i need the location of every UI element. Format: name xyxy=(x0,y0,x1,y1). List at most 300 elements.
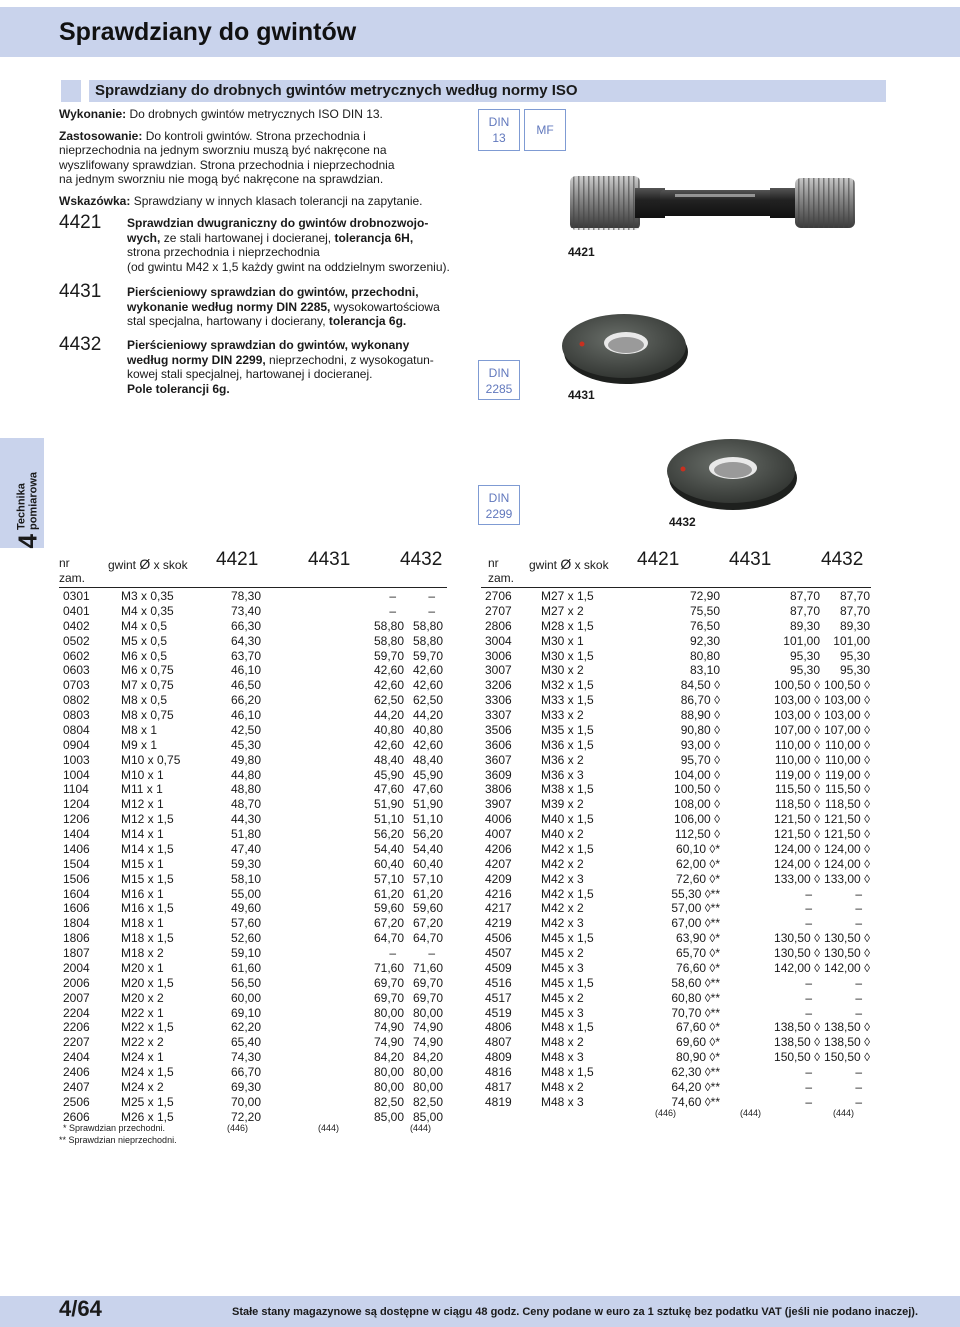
price-4432-cell: 130,50 ◊ xyxy=(824,931,870,946)
order-number-cell: 1003 xyxy=(63,752,90,767)
table-row xyxy=(485,976,870,991)
price-4432-cell: – xyxy=(428,946,435,960)
order-number-cell: 1406 xyxy=(63,841,90,856)
price-4421-cell: 57,00 ◊** xyxy=(671,901,720,916)
order-number-cell: 2207 xyxy=(63,1035,90,1050)
order-number-cell: 4519 xyxy=(485,1005,512,1020)
price-4421-cell: 95,70 ◊ xyxy=(680,752,720,767)
product-code-4432: 4432 xyxy=(59,334,102,355)
right-header-gwint xyxy=(529,556,609,572)
price-4431-cell: 121,50 ◊ xyxy=(774,812,820,827)
table-row xyxy=(63,916,443,931)
order-number-cell: 2004 xyxy=(63,960,90,975)
price-4421-cell: 72,90 xyxy=(689,589,720,603)
order-number-cell: 3004 xyxy=(485,633,512,648)
price-4432-cell: 84,20 xyxy=(412,1050,443,1065)
product-desc-4431-l2b: wykonanie według normy DIN 2285, xyxy=(127,299,331,314)
order-number-cell: 3506 xyxy=(485,722,512,737)
price-4431-cell: 51,90 xyxy=(373,797,404,812)
price-4431-cell: 48,40 xyxy=(373,752,404,767)
price-4421-cell: 46,10 xyxy=(231,663,262,678)
price-4421-cell: 67,00 ◊** xyxy=(671,916,720,931)
price-4431-cell: 42,60 xyxy=(373,663,404,678)
thread-cell: M11 x 1 xyxy=(121,782,163,797)
thread-cell: M25 x 1,5 xyxy=(121,1094,174,1109)
price-4421-cell: 56,50 xyxy=(231,975,262,990)
price-4431-cell: 58,80 xyxy=(373,633,404,648)
thread-cell: M42 x 3 xyxy=(541,916,584,931)
thread-cell: M48 x 2 xyxy=(541,1079,584,1094)
table-row xyxy=(485,782,870,797)
price-4431-cell: 51,10 xyxy=(373,812,404,827)
price-4432-cell: 138,50 ◊ xyxy=(824,1020,870,1035)
product-desc-4431-l3: stal specjalna, hartowany i docierany, xyxy=(127,314,329,328)
table-row xyxy=(485,663,870,678)
table-row xyxy=(63,604,443,619)
ring-gauge-go-image xyxy=(560,308,690,388)
price-4431-cell: 80,00 xyxy=(373,1079,404,1094)
price-4432-cell: 100,50 ◊ xyxy=(824,678,870,693)
order-number-cell: 4816 xyxy=(485,1065,512,1079)
thread-cell: M39 x 2 xyxy=(541,797,584,812)
thread-cell: M42 x 2 xyxy=(541,856,584,871)
thread-cell: M42 x 2 xyxy=(541,901,584,916)
page-number: 4/64 xyxy=(59,1296,102,1321)
price-4421-cell: 63,70 xyxy=(231,648,262,663)
price-4421-cell: 74,30 xyxy=(231,1050,262,1065)
order-number-cell: 4217 xyxy=(485,901,512,916)
price-4431-cell: – xyxy=(389,589,396,603)
table-row xyxy=(63,723,443,738)
table-row xyxy=(485,753,870,768)
left-header-gwint xyxy=(108,556,188,572)
wskazowka-text: Sprawdziany w innych klasach tolerancji na zapytanie. xyxy=(130,193,423,208)
footnote-1: * Sprawdzian przechodni. xyxy=(63,1123,166,1133)
price-4421-cell: 47,40 xyxy=(231,841,262,856)
price-4431-cell: 60,40 xyxy=(373,856,404,871)
mf-badge-label: MF xyxy=(536,123,554,137)
order-number-cell: 3307 xyxy=(485,708,512,722)
price-4421-cell: 73,40 xyxy=(231,603,262,618)
table-row xyxy=(63,946,443,961)
price-4432-cell: 58,80 xyxy=(412,618,443,633)
left-header-4431: 4431 xyxy=(308,549,351,570)
thread-cell: M35 x 1,5 xyxy=(541,722,594,737)
price-4421-cell: 106,00 ◊ xyxy=(674,812,720,827)
price-4421-cell: 49,60 xyxy=(231,901,262,916)
thread-cell: M15 x 1,5 xyxy=(121,871,174,886)
price-4421-cell: 52,60 xyxy=(231,931,262,946)
price-4421-cell: 86,70 ◊ xyxy=(680,693,720,708)
price-4432-cell: 115,50 ◊ xyxy=(824,782,870,797)
thread-cell: M30 x 1,5 xyxy=(541,648,594,663)
price-4421-cell: 63,90 ◊* xyxy=(676,931,720,946)
price-4421-cell: 48,80 xyxy=(231,782,262,797)
table-row xyxy=(485,827,870,842)
right-header-4431: 4431 xyxy=(729,549,772,570)
price-4431-cell: – xyxy=(805,1005,812,1020)
table-row xyxy=(485,738,870,753)
order-number-cell: 4206 xyxy=(485,841,512,856)
order-number-cell: 0603 xyxy=(63,663,90,678)
price-4421-cell: 93,00 ◊ xyxy=(680,737,720,752)
thread-cell: M42 x 3 xyxy=(541,871,584,886)
order-number-cell: 4809 xyxy=(485,1050,512,1065)
price-4421-cell: 65,40 xyxy=(231,1035,262,1050)
product-desc-4421-l2: ze stali hartowanej i docieranej, xyxy=(160,230,335,245)
order-number-cell: 4006 xyxy=(485,812,512,827)
thread-cell: M40 x 1,5 xyxy=(541,812,594,827)
price-4421-cell: 100,50 ◊ xyxy=(674,782,720,797)
table-row xyxy=(485,842,870,857)
order-number-cell: 3206 xyxy=(485,678,512,693)
order-number-cell: 2406 xyxy=(63,1065,90,1079)
din2299-badge xyxy=(478,485,520,525)
price-4421-cell: 88,90 ◊ xyxy=(680,708,720,722)
price-4432-cell: 42,60 xyxy=(412,678,443,693)
order-number-cell: 1807 xyxy=(63,946,90,960)
price-4431-cell: – xyxy=(389,946,396,960)
table-row xyxy=(485,693,870,708)
price-4431-cell: – xyxy=(389,603,396,618)
order-number-cell: 2407 xyxy=(63,1079,90,1094)
product-desc-4431-l3b: tolerancja 6g. xyxy=(328,314,407,328)
order-number-cell: 3007 xyxy=(485,663,512,678)
price-4432-cell: 45,90 xyxy=(412,767,443,782)
table-row xyxy=(485,678,870,693)
table-row xyxy=(485,1095,870,1110)
din13-badge-line2: 13 xyxy=(492,131,506,145)
price-4431-cell: 44,20 xyxy=(373,708,404,722)
order-number-cell: 2404 xyxy=(63,1050,90,1065)
table-row xyxy=(63,961,443,976)
price-4421-cell: 59,10 xyxy=(231,946,262,960)
thread-cell: M45 x 2 xyxy=(541,990,584,1005)
price-4431-cell: 69,70 xyxy=(373,975,404,990)
price-4421-cell: 69,60 ◊* xyxy=(676,1035,720,1050)
table-row xyxy=(485,991,870,1006)
table-row xyxy=(63,872,443,887)
price-4431-cell: 95,30 xyxy=(789,648,820,663)
price-4431-cell: – xyxy=(805,975,812,990)
order-number-cell: 3607 xyxy=(485,752,512,767)
price-4432-cell: 121,50 ◊ xyxy=(824,827,870,841)
price-4432-cell: – xyxy=(855,1079,862,1094)
table-row xyxy=(63,812,443,827)
price-4432-cell: 60,40 xyxy=(412,856,443,871)
order-number-cell: 4506 xyxy=(485,931,512,946)
table-row xyxy=(63,887,443,902)
diameter-icon: Ø xyxy=(139,556,151,572)
product-desc-4432 xyxy=(127,338,477,396)
price-4421-cell: 51,80 xyxy=(231,827,262,841)
table-row xyxy=(63,619,443,634)
table-row xyxy=(485,1080,870,1095)
zastosowanie-text-4: na jednym sworzniu nie mogą być nakręcone na sprawdzian. xyxy=(59,172,384,186)
page-title: Sprawdziany do gwintów xyxy=(59,18,357,46)
table-row xyxy=(63,1095,443,1110)
price-4431-cell: 67,20 xyxy=(373,916,404,931)
price-4432-cell: – xyxy=(855,916,862,931)
table-row xyxy=(485,619,870,634)
price-4421-cell: 72,60 ◊* xyxy=(676,871,720,886)
price-4431-cell: 119,00 ◊ xyxy=(774,767,820,782)
price-4432-cell: 62,50 xyxy=(412,693,443,708)
price-4431-cell: 54,40 xyxy=(373,841,404,856)
thread-cell: M36 x 3 xyxy=(541,767,584,782)
price-4421-cell: 76,60 ◊* xyxy=(676,960,720,975)
thread-cell: M38 x 1,5 xyxy=(541,782,594,797)
price-4431-cell: 142,00 ◊ xyxy=(774,960,820,975)
thread-cell: M24 x 1,5 xyxy=(121,1065,174,1079)
thread-cell: M36 x 2 xyxy=(541,752,584,767)
order-number-cell: 4207 xyxy=(485,856,512,871)
table-row xyxy=(485,812,870,827)
thread-cell: M28 x 1,5 xyxy=(541,618,594,633)
thread-cell: M5 x 0,5 xyxy=(121,633,168,648)
order-number-cell: 3907 xyxy=(485,797,512,812)
product-desc-4431 xyxy=(127,285,477,329)
side-tab-number: 4 xyxy=(12,534,42,549)
product-code-4421: 4421 xyxy=(59,212,102,233)
price-4431-cell: 138,50 ◊ xyxy=(774,1035,820,1050)
product-desc-4421-l2b2: tolerancja 6H, xyxy=(334,230,414,245)
table-row xyxy=(485,961,870,976)
right-ref-4432: (444) xyxy=(833,1108,855,1118)
price-4432-cell: 142,00 ◊ xyxy=(824,960,870,975)
order-number-cell: 1204 xyxy=(63,797,90,812)
table-row xyxy=(63,738,443,753)
right-price-table xyxy=(485,589,870,1110)
price-4432-cell: 80,00 xyxy=(412,1079,443,1094)
price-4421-cell: 64,20 ◊** xyxy=(671,1079,720,1094)
table-row xyxy=(63,782,443,797)
table-row xyxy=(63,649,443,664)
price-4431-cell: 80,00 xyxy=(373,1005,404,1020)
price-4431-cell: 138,50 ◊ xyxy=(774,1020,820,1035)
thread-cell: M16 x 1 xyxy=(121,886,164,901)
product-desc-4431-l2: wysokowartościowa xyxy=(330,299,440,314)
price-4431-cell: 87,70 xyxy=(789,603,820,618)
price-4421-cell: 61,60 xyxy=(231,960,262,975)
price-4421-cell: 108,00 ◊ xyxy=(674,797,720,812)
thread-cell: M40 x 2 xyxy=(541,827,584,841)
price-4421-cell: 58,10 xyxy=(231,871,262,886)
price-4431-cell: 87,70 xyxy=(789,589,820,603)
table-row xyxy=(63,693,443,708)
table-row xyxy=(485,1050,870,1065)
price-4432-cell: 95,30 xyxy=(839,648,870,663)
price-4432-cell: 124,00 ◊ xyxy=(824,841,870,856)
thread-cell: M45 x 2 xyxy=(541,946,584,960)
order-number-cell: 3806 xyxy=(485,782,512,797)
side-tab-rotated xyxy=(11,454,45,549)
right-ref-4421: (446) xyxy=(655,1108,677,1118)
price-4432-cell: 44,20 xyxy=(412,708,443,722)
price-4431-cell: 103,00 ◊ xyxy=(774,708,820,722)
price-4432-cell: 118,50 ◊ xyxy=(824,797,870,812)
side-tab-inner xyxy=(6,448,46,549)
thread-cell: M4 x 0,5 xyxy=(121,618,168,633)
price-4432-cell: 121,50 ◊ xyxy=(824,812,870,827)
price-4432-cell: 138,50 ◊ xyxy=(824,1035,870,1050)
order-number-cell: 3609 xyxy=(485,767,512,782)
thread-cell: M20 x 2 xyxy=(121,990,164,1005)
thread-cell: M20 x 1 xyxy=(121,960,164,975)
price-4431-cell: – xyxy=(805,1065,812,1079)
price-4421-cell: 62,30 ◊** xyxy=(671,1065,720,1079)
page-header xyxy=(0,7,960,57)
thread-cell: M33 x 2 xyxy=(541,708,584,722)
price-4432-cell: 119,00 ◊ xyxy=(824,767,870,782)
price-4421-cell: 74,60 ◊** xyxy=(671,1094,720,1109)
price-4421-cell: 92,30 xyxy=(689,633,720,648)
thread-cell: M20 x 1,5 xyxy=(121,975,174,990)
price-4432-cell: 58,80 xyxy=(412,633,443,648)
price-4432-cell: 51,10 xyxy=(412,812,443,827)
price-4431-cell: 45,90 xyxy=(373,767,404,782)
price-4421-cell: 69,30 xyxy=(231,1079,262,1094)
table-row xyxy=(485,1065,870,1080)
thread-cell: M22 x 1,5 xyxy=(121,1020,174,1035)
table-row xyxy=(485,931,870,946)
table-row xyxy=(63,797,443,812)
price-4432-cell: 67,20 xyxy=(412,916,443,931)
side-tab-text xyxy=(16,472,40,530)
order-number-cell: 4516 xyxy=(485,975,512,990)
price-4421-cell: 64,30 xyxy=(231,633,262,648)
zastosowanie-label: Zastosowanie: xyxy=(59,128,143,143)
price-4432-cell: 48,40 xyxy=(412,752,443,767)
thread-cell: M27 x 2 xyxy=(541,603,584,618)
din2299-badge-line1: DIN xyxy=(488,491,510,505)
price-4421-cell: 90,80 ◊ xyxy=(680,722,720,737)
thread-cell: M15 x 1 xyxy=(121,856,164,871)
thread-cell: M36 x 1,5 xyxy=(541,737,594,752)
order-number-cell: 1506 xyxy=(63,871,90,886)
price-4432-cell: 80,00 xyxy=(412,1005,443,1020)
order-number-cell: 1806 xyxy=(63,931,90,946)
left-ref-4421: (446) xyxy=(227,1123,249,1133)
product-desc-4431-l1: Pierścieniowy sprawdzian do gwintów, przechodni, xyxy=(127,285,419,299)
thread-cell: M45 x 3 xyxy=(541,960,584,975)
price-4432-cell: 40,80 xyxy=(412,722,443,737)
price-4432-cell: 54,40 xyxy=(412,841,443,856)
price-4431-cell: 59,70 xyxy=(373,648,404,663)
price-4431-cell: 124,00 ◊ xyxy=(774,841,820,856)
price-4431-cell: 40,80 xyxy=(373,722,404,737)
price-4431-cell: 130,50 ◊ xyxy=(774,931,820,946)
price-4431-cell: 121,50 ◊ xyxy=(774,827,820,841)
price-4421-cell: 48,70 xyxy=(231,797,262,812)
table-row xyxy=(485,723,870,738)
price-4432-cell: – xyxy=(428,589,435,603)
table-row xyxy=(485,946,870,961)
price-4432-cell: – xyxy=(855,1094,862,1109)
order-number-cell: 2806 xyxy=(485,618,512,633)
left-ref-4432: (444) xyxy=(410,1123,432,1133)
price-4432-cell: 103,00 ◊ xyxy=(824,693,870,708)
price-4431-cell: 82,50 xyxy=(373,1094,404,1109)
price-4421-cell: 62,20 xyxy=(231,1020,262,1035)
order-number-cell: 0904 xyxy=(63,737,90,752)
order-number-cell: 0301 xyxy=(63,589,90,603)
product-desc-4432-l2: nieprzechodni, z wysokogatun- xyxy=(265,352,434,367)
table-row xyxy=(63,589,443,604)
price-4431-cell: – xyxy=(805,1094,812,1109)
table-row xyxy=(485,1035,870,1050)
order-number-cell: 4007 xyxy=(485,827,512,841)
price-4432-cell: 110,00 ◊ xyxy=(824,752,870,767)
price-4432-cell: 42,60 xyxy=(412,663,443,678)
price-4421-cell: 46,50 xyxy=(231,678,262,693)
order-number-cell: 4806 xyxy=(485,1020,512,1035)
price-4432-cell: 110,00 ◊ xyxy=(824,737,870,752)
order-number-cell: 4817 xyxy=(485,1079,512,1094)
order-number-cell: 2506 xyxy=(63,1094,90,1109)
price-4421-cell: 76,50 xyxy=(689,618,720,633)
price-4432-cell: – xyxy=(855,990,862,1005)
thread-cell: M12 x 1,5 xyxy=(121,812,174,827)
thread-cell: M45 x 1,5 xyxy=(541,975,594,990)
product-desc-4421-l2b: wych, xyxy=(127,230,161,245)
price-4421-cell: 60,80 ◊** xyxy=(671,990,720,1005)
left-price-table xyxy=(63,589,443,1125)
product-desc-4432-l1: Pierścieniowy sprawdzian do gwintów, wykonany xyxy=(127,338,410,352)
thread-cell: M14 x 1,5 xyxy=(121,841,174,856)
zastosowanie-text-2: nieprzechodnia na jednym sworzniu muszą być nakręcone na xyxy=(59,143,387,157)
thread-cell: M48 x 3 xyxy=(541,1094,584,1109)
price-4432-cell: 82,50 xyxy=(412,1094,443,1109)
table-row xyxy=(63,901,443,916)
page-footer xyxy=(0,1296,960,1327)
section-title: Sprawdziany do drobnych gwintów metrycznych według normy ISO xyxy=(95,82,578,99)
ring-gauge-nogo-image xyxy=(665,432,800,512)
price-4432-cell: – xyxy=(855,886,862,901)
table-row xyxy=(485,797,870,812)
table-row xyxy=(63,857,443,872)
thread-cell: M18 x 2 xyxy=(121,946,164,960)
thread-cell: M22 x 2 xyxy=(121,1035,164,1050)
intro-text xyxy=(59,107,479,208)
product-desc-4421 xyxy=(127,216,477,274)
price-4431-cell: – xyxy=(805,916,812,931)
price-4432-cell: 87,70 xyxy=(839,603,870,618)
order-number-cell: 1404 xyxy=(63,827,90,841)
thread-cell: M10 x 0,75 xyxy=(121,752,181,767)
price-4431-cell: 47,60 xyxy=(373,782,404,797)
order-number-cell: 4517 xyxy=(485,990,512,1005)
left-header-skok-text: x skok xyxy=(153,558,188,572)
thread-cell: M7 x 0,75 xyxy=(121,678,174,693)
thread-cell: M24 x 2 xyxy=(121,1079,164,1094)
product-code-4431: 4431 xyxy=(59,281,102,302)
order-number-cell: 0802 xyxy=(63,693,90,708)
price-4421-cell: 60,10 ◊* xyxy=(676,841,720,856)
price-4431-cell: – xyxy=(805,990,812,1005)
price-4432-cell: 103,00 ◊ xyxy=(824,708,870,722)
price-4421-cell: 80,80 xyxy=(689,648,720,663)
table-row xyxy=(63,1020,443,1035)
product-desc-4421-l1: Sprawdzian dwugraniczny do gwintów drobnozwojo- xyxy=(127,216,429,230)
order-number-cell: 1104 xyxy=(63,782,89,797)
price-4421-cell: 67,60 ◊* xyxy=(676,1020,720,1035)
price-4421-cell: 75,50 xyxy=(689,603,720,618)
right-header-4421: 4421 xyxy=(637,549,680,570)
left-header-4432: 4432 xyxy=(400,549,443,570)
order-number-cell: 1606 xyxy=(63,901,90,916)
right-ref-4431: (444) xyxy=(740,1108,762,1118)
